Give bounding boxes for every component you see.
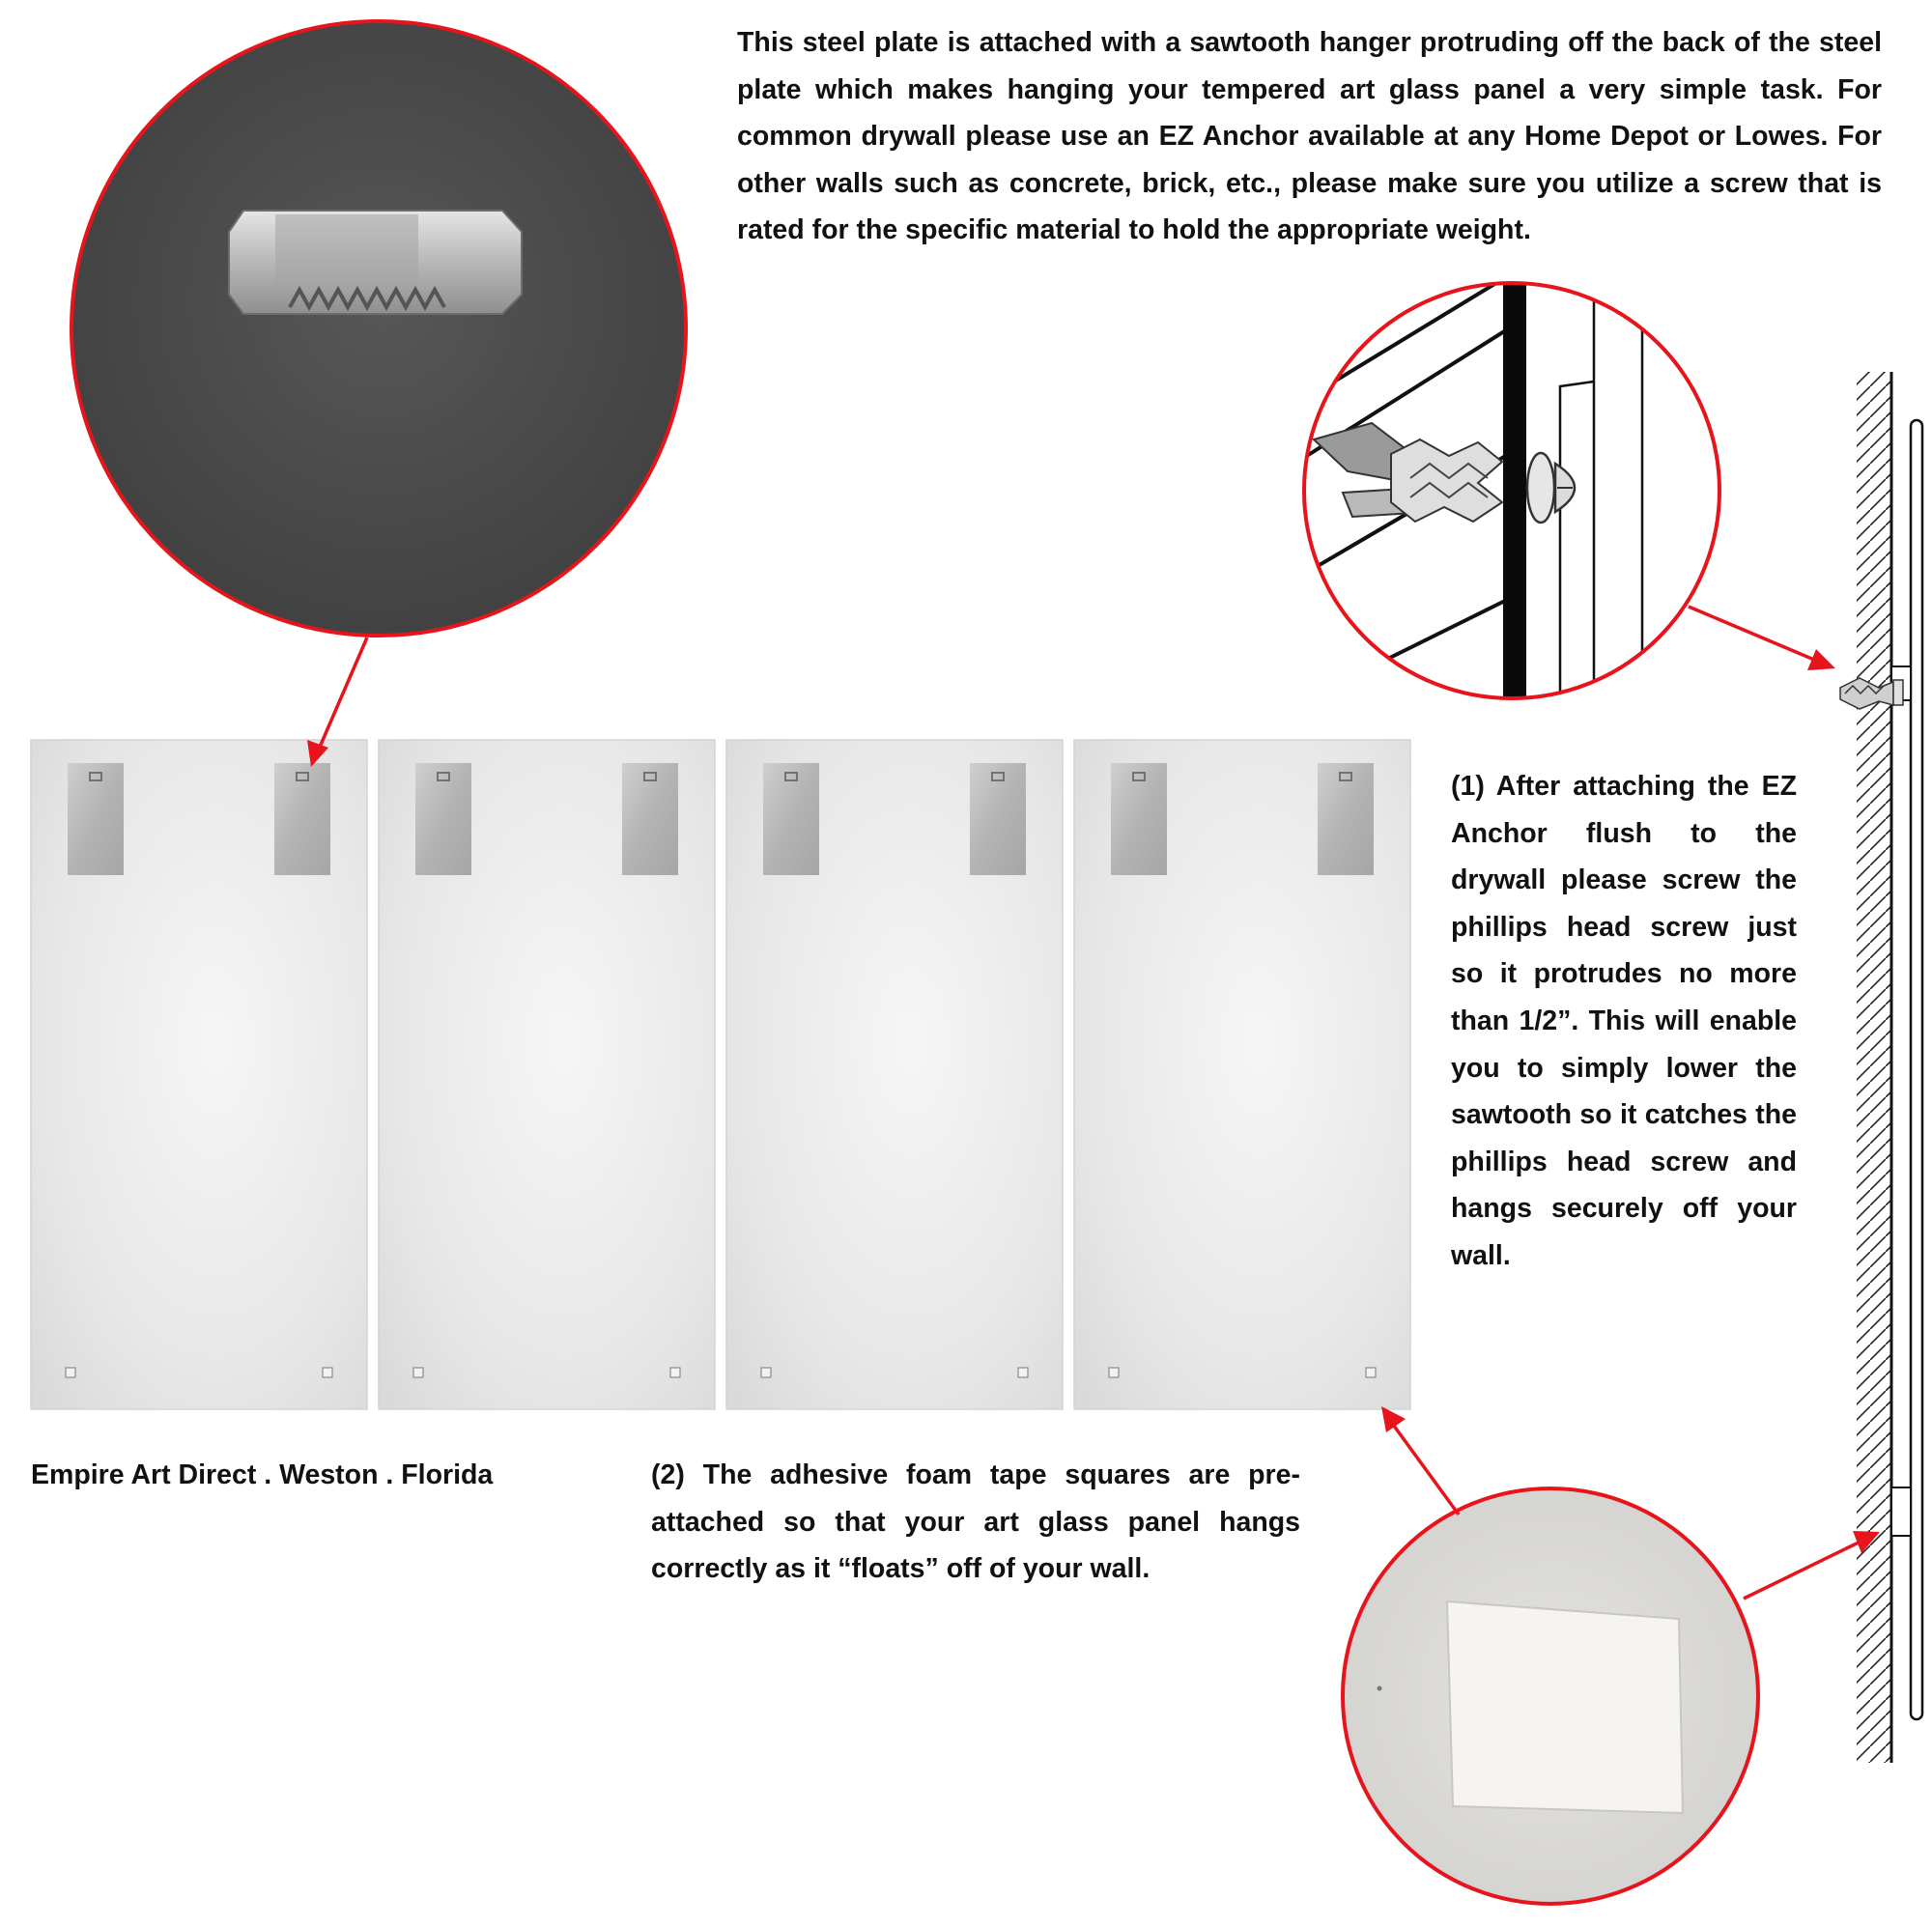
company-credit: Empire Art Direct . Weston . Florida: [31, 1459, 494, 1490]
glass-panel: [379, 740, 715, 1409]
wall-side-view: [1840, 372, 1922, 1763]
glass-panel-row: [31, 740, 1410, 1409]
foam-square-mini: [66, 1368, 75, 1377]
drywall-section: [1503, 280, 1526, 705]
foam-square-mini: [1018, 1368, 1028, 1377]
step-1-instructions: (1) After attaching the EZ Anchor flush to the drywall please screw the phillips head screw just so it protrudes no more than 1/2”. This will enable you to simply lower the sawtooth so it catches the phillips head screw and hangs securely off your wall.: [1451, 771, 1797, 1271]
foam-square-mini: [1366, 1368, 1376, 1377]
sawtooth-hanger: [229, 211, 522, 314]
foam-square-mini: [413, 1368, 423, 1377]
glass-panel: [726, 740, 1063, 1409]
ez-anchor-zoom: [1294, 275, 1739, 705]
step-2-instructions: (2) The adhesive foam tape squares are pre-attached so that your art glass panel hangs correctly as it “floats” off of your wall.: [651, 1459, 1300, 1585]
glass-panel: [31, 740, 367, 1409]
arrow-to-anchor: [1689, 607, 1835, 670]
intro-paragraph: This steel plate is attached with a sawtooth hanger protruding off the back of the steel plate which makes hanging your tempered art glass panel a very simple task. For common drywall please use an EZ Anchor available at any Home Depot or Lowes. For other walls such as concrete, brick, etc., please make sure you utilize a screw that is rated for the specific material to hold the appropriate weight.: [737, 27, 1882, 246]
arrow-to-foam-square: [1381, 1406, 1459, 1515]
sawtooth-hanger-zoom: [68, 19, 696, 647]
foam-square-zoom: [1338, 1483, 1763, 1908]
foam-square-mini: [761, 1368, 771, 1377]
glass-panel: [1074, 740, 1410, 1409]
foam-square-mini: [1109, 1368, 1119, 1377]
foam-square-profile: [1891, 1487, 1911, 1536]
foam-square-mini: [323, 1368, 332, 1377]
foam-square-mini: [670, 1368, 680, 1377]
foam-tape-square: [1447, 1601, 1683, 1813]
glass-panel-profile: [1911, 420, 1922, 1719]
